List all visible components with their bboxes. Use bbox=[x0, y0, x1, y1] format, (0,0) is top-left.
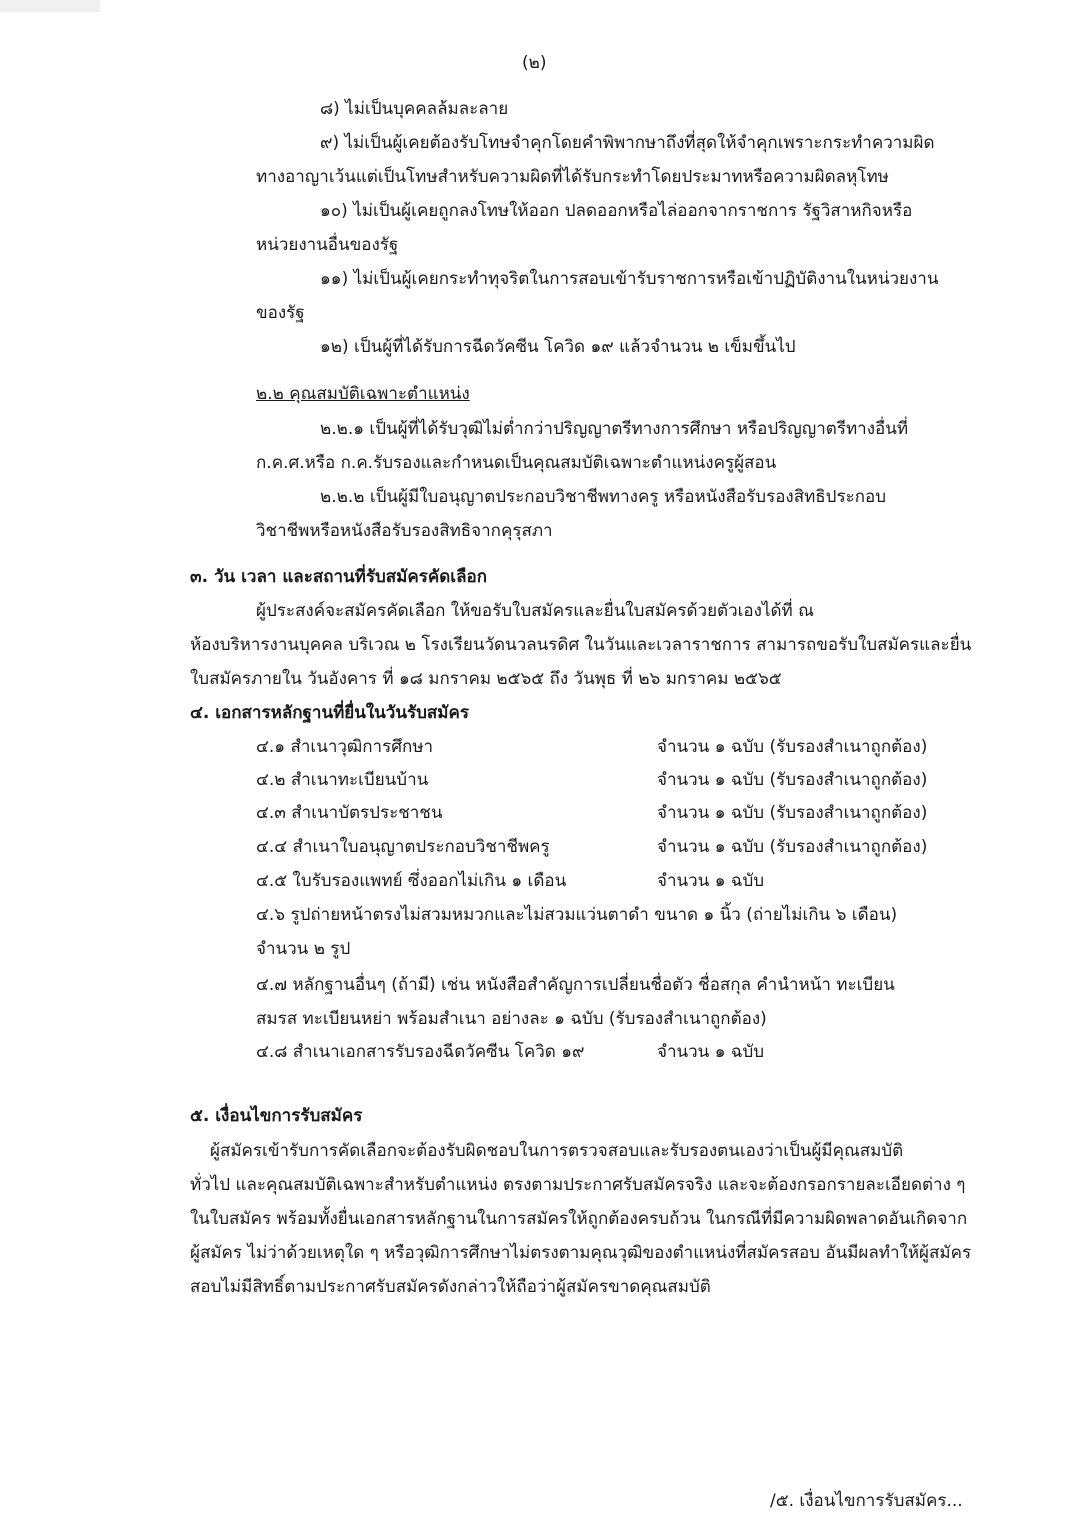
qualification-item-12: ๑๒) เป็นผู้ที่ได้รับการฉีดวัคซีน โควิด ๑๙ แล้วจำนวน ๒ เข็มขึ้นไป bbox=[320, 337, 796, 357]
qualification-item-8: ๘) ไม่เป็นบุคคลล้มละลาย bbox=[320, 99, 509, 119]
document-item-4-qty: จำนวน ๑ ฉบับ (รับรองสำเนาถูกต้อง) bbox=[657, 837, 928, 857]
position-qualification-1-line-2: ก.ค.ศ.หรือ ก.ค.รับรองและกำหนดเป็นคุณสมบัติเฉพาะตำแหน่งครูผู้สอน bbox=[256, 453, 777, 473]
qualification-item-9-line-1: ๙) ไม่เป็นผู้เคยต้องรับโทษจำคุกโดยคำพิพากษาถึงที่สุดให้จำคุกเพราะกระทำความผิด bbox=[320, 133, 935, 153]
section-5-line-2: ทั่วไป และคุณสมบัติเฉพาะสำหรับตำแหน่ง ตรงตามประกาศรับสมัครจริง และจะต้องกรอกรายละเอียดต่าง ๆ bbox=[190, 1175, 966, 1195]
document-item-3-qty: จำนวน ๑ ฉบับ (รับรองสำเนาถูกต้อง) bbox=[657, 803, 928, 823]
position-qualification-heading: ๒.๒ คุณสมบัติเฉพาะตำแหน่ง bbox=[256, 384, 470, 404]
qualification-item-10-line-1: ๑๐) ไม่เป็นผู้เคยถูกลงโทษให้ออก ปลดออกหรือไล่ออกจากราชการ รัฐวิสาหกิจหรือ bbox=[320, 201, 913, 221]
document-item-7-line-2: สมรส ทะเบียนหย่า พร้อมสำเนา อย่างละ ๑ ฉบับ (รับรองสำเนาถูกต้อง) bbox=[256, 1009, 767, 1029]
document-item-6-line-1: ๔.๖ รูปถ่ายหน้าตรงไม่สวมหมวกและไม่สวมแว่นตาดำ ขนาด ๑ นิ้ว (ถ่ายไม่เกิน ๖ เดือน) bbox=[256, 905, 898, 925]
position-qualification-2-line-1: ๒.๒.๒ เป็นผู้มีใบอนุญาตประกอบวิชาชีพทางครู หรือหนังสือรับรองสิทธิประกอบ bbox=[320, 487, 887, 507]
document-item-5-qty: จำนวน ๑ ฉบับ bbox=[657, 871, 765, 891]
document-item-8-qty: จำนวน ๑ ฉบับ bbox=[657, 1042, 765, 1062]
section-5-line-3: ในใบสมัคร พร้อมทั้งยื่นเอกสารหลักฐานในการสมัครให้ถูกต้องครบถ้วน ในกรณีที่มีความผิดพลาดอันเกิดจาก bbox=[190, 1209, 968, 1229]
section-5-heading: ๕. เงื่อนไขการรับสมัคร bbox=[190, 1106, 363, 1126]
qualification-item-11-line-2: ของรัฐ bbox=[256, 303, 305, 323]
document-item-1-qty: จำนวน ๑ ฉบับ (รับรองสำเนาถูกต้อง) bbox=[657, 737, 928, 757]
document-item-2-qty: จำนวน ๑ ฉบับ (รับรองสำเนาถูกต้อง) bbox=[657, 770, 928, 790]
qualification-item-11-line-1: ๑๑) ไม่เป็นผู้เคยกระทำทุจริตในการสอบเข้ารับราชการหรือเข้าปฏิบัติงานในหน่วยงาน bbox=[320, 269, 939, 289]
section-4-heading: ๔. เอกสารหลักฐานที่ยื่นในวันรับสมัคร bbox=[190, 703, 469, 723]
page-number: (๒) bbox=[522, 53, 547, 73]
document-item-4-label: ๔.๔ สำเนาใบอนุญาตประกอบวิชาชีพครู bbox=[256, 837, 550, 857]
section-3-line-1: ผู้ประสงค์จะสมัครคัดเลือก ให้ขอรับใบสมัครและยื่นใบสมัครด้วยตัวเองได้ที่ ณ bbox=[256, 601, 814, 621]
section-5-line-5: สอบไม่มีสิทธิ์ตามประกาศรับสมัครดังกล่าวให้ถือว่าผู้สมัครขาดคุณสมบัติ bbox=[190, 1277, 711, 1297]
section-3-line-2: ห้องบริหารงานบุคคล บริเวณ ๒ โรงเรียนวัดนวลนรดิศ ในวันและเวลาราชการ สามารถขอรับใบสมัครและยื่น bbox=[190, 635, 972, 655]
document-item-5-label: ๔.๕ ใบรับรองแพทย์ ซึ่งออกไม่เกิน ๑ เดือน bbox=[256, 871, 567, 891]
document-item-1-label: ๔.๑ สำเนาวุฒิการศึกษา bbox=[256, 737, 434, 757]
document-item-6-line-2: จำนวน ๒ รูป bbox=[256, 939, 351, 959]
document-item-3-label: ๔.๓ สำเนาบัตรประชาชน bbox=[256, 803, 443, 823]
footer-continuation: /๕. เงื่อนไขการรับสมัคร... bbox=[770, 1491, 963, 1511]
section-3-line-3: ใบสมัครภายใน วันอังคาร ที่ ๑๘ มกราคม ๒๕๖๕ ถึง วันพุธ ที่ ๒๖ มกราคม ๒๕๖๕ bbox=[190, 669, 782, 689]
section-3-heading: ๓. วัน เวลา และสถานที่รับสมัครคัดเลือก bbox=[190, 567, 488, 587]
qualification-item-10-line-2: หน่วยงานอื่นของรัฐ bbox=[256, 235, 399, 255]
section-5-line-4: ผู้สมัคร ไม่ว่าด้วยเหตุใด ๆ หรือวุฒิการศึกษาไม่ตรงตามคุณวุฒิของตำแหน่งที่สมัครสอบ อันมีผลทำให้ผู้สมัคร bbox=[190, 1243, 972, 1263]
document-item-7-line-1: ๔.๗ หลักฐานอื่นๆ (ถ้ามี) เช่น หนังสือสำคัญการเปลี่ยนชื่อตัว ชื่อสกุล คำนำหน้า ทะเบียน bbox=[256, 975, 895, 995]
qualification-item-9-line-2: ทางอาญาเว้นแต่เป็นโทษสำหรับความผิดที่ได้รับกระทำโดยประมาทหรือความผิดลหุโทษ bbox=[256, 167, 889, 187]
document-item-2-label: ๔.๒ สำเนาทะเบียนบ้าน bbox=[256, 770, 429, 790]
position-qualification-2-line-2: วิชาชีพหรือหนังสือรับรองสิทธิจากคุรุสภา bbox=[256, 521, 553, 541]
position-qualification-1-line-1: ๒.๒.๑ เป็นผู้ที่ได้รับวุฒิไม่ต่ำกว่าปริญญาตรีทางการศึกษา หรือปริญญาตรีทางอื่นที่ bbox=[320, 419, 909, 439]
section-5-line-1: ผู้สมัครเข้ารับการคัดเลือกจะต้องรับผิดชอบในการตรวจสอบและรับรองตนเองว่าเป็นผู้มีคุณสมบัติ bbox=[210, 1141, 904, 1161]
document-item-8-label: ๔.๘ สำเนาเอกสารรับรองฉีดวัคซีน โควิด ๑๙ bbox=[256, 1042, 585, 1062]
